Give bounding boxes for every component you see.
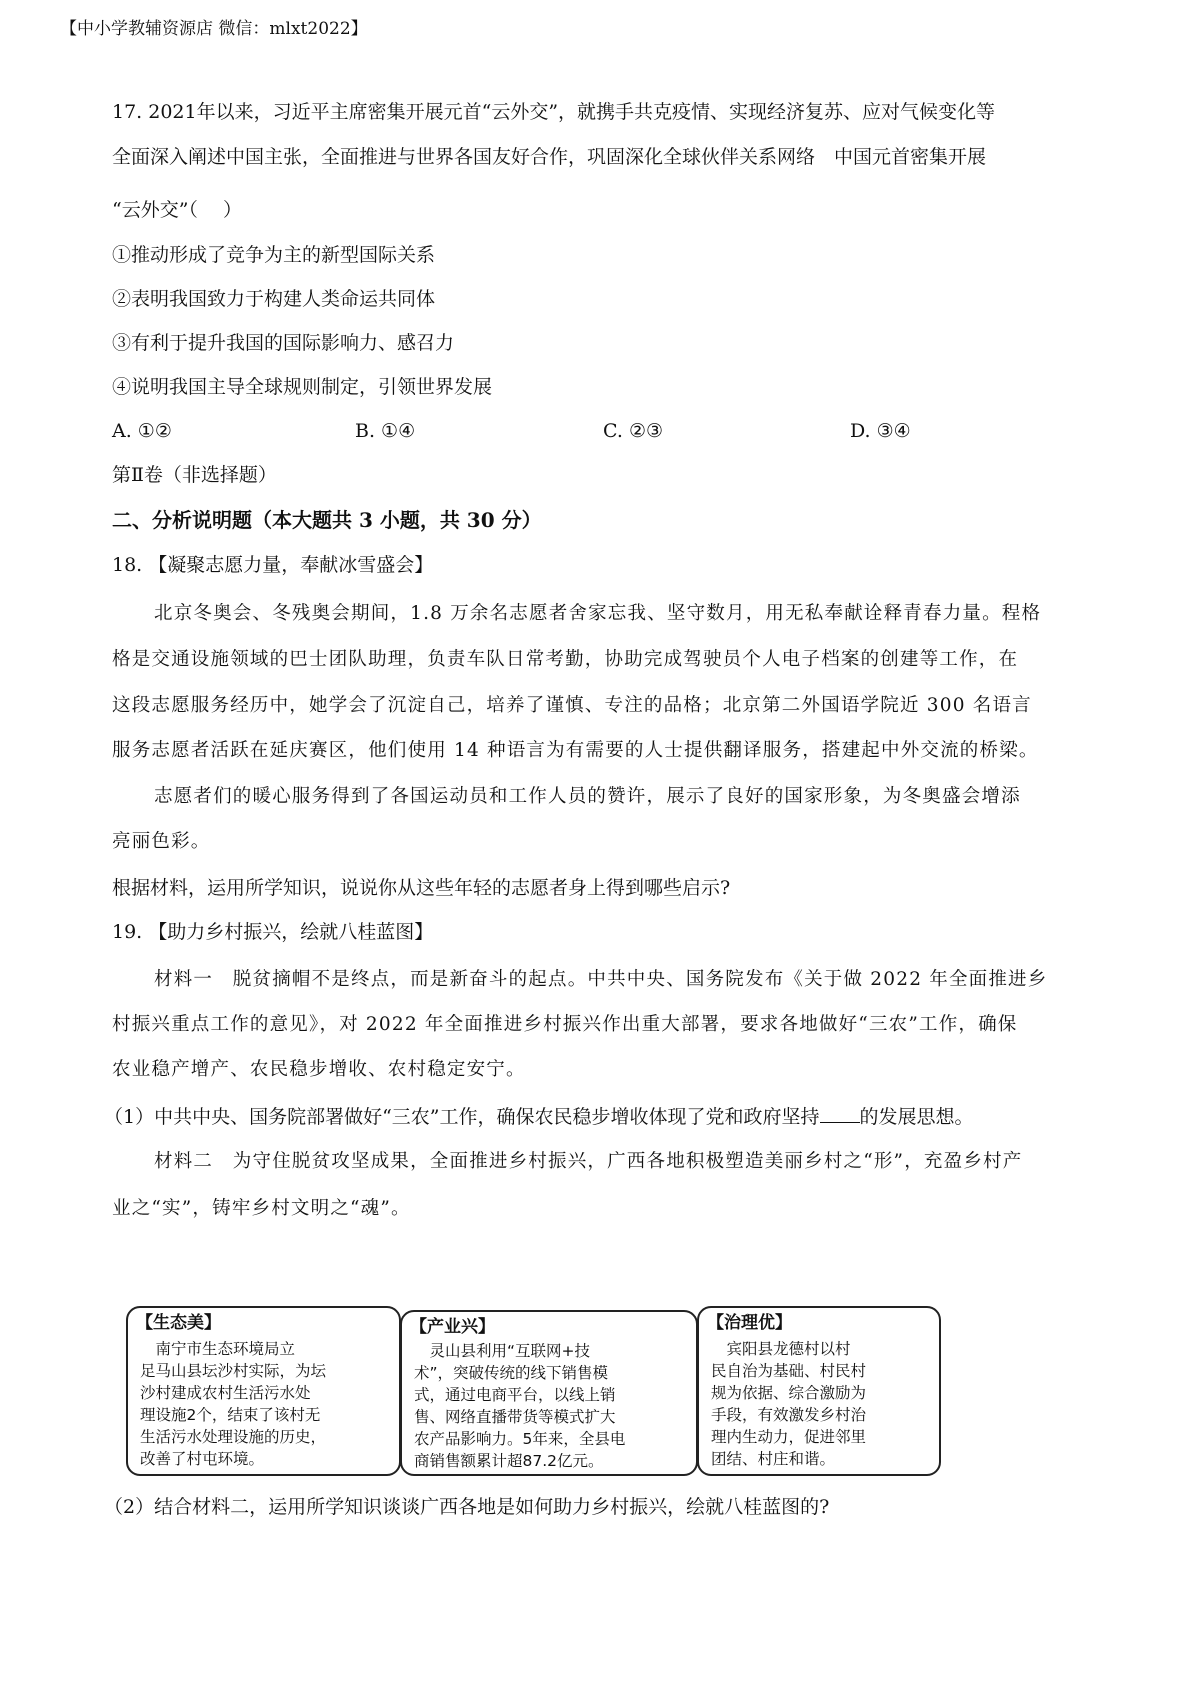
q19-material-1-line-3: 农业稳产增产、农民稳步增收、农村稳定安宁。 xyxy=(112,1059,526,1080)
box-title: 【产业兴】 xyxy=(410,1317,495,1337)
box-line: 沙村建成农村生活污水处 xyxy=(140,1384,311,1402)
q19-material-2-line-1: 材料二 为守住脱贫攻坚成果，全面推进乡村振兴，广西各地积极塑造美丽乡村之“形”，充盈乡村产 xyxy=(154,1151,1023,1172)
box-line: 手段，有效激发乡村治 xyxy=(711,1406,867,1424)
q18-paragraph-1-line-3: 这段志愿服务经历中，她学会了沉淀自己，培养了谨慎、专注的品格；北京第二外国语学院近 300 名语言 xyxy=(112,695,1032,716)
q17-option-1: ①推动形成了竞争为主的新型国际关系 xyxy=(112,244,436,266)
q17-option-3: ③有利于提升我国的国际影响力、感召力 xyxy=(112,332,455,354)
box-line: 南宁市生态环境局立 xyxy=(140,1340,296,1358)
box-line: 售、网络直播带货等模式扩大 xyxy=(414,1408,616,1426)
answer-blank xyxy=(820,1104,860,1123)
box-line: 商销售额累计超87.2亿元。 xyxy=(414,1452,604,1470)
material-box-industry xyxy=(400,1310,698,1476)
box-title: 【治理优】 xyxy=(707,1313,792,1333)
q19-subquestion-1: （1）中共中央、国务院部署做好“三农”工作，确保农民稳步增收体现了党和政府坚持 的发展思想。 xyxy=(104,1106,974,1128)
q17-stem-line-2: 全面深入阐述中国主张，全面推进与世界各国友好合作，巩固深化全球伙伴关系网络 中国元首密集开展 xyxy=(112,146,987,168)
q18-paragraph-1-line-4: 服务志愿者活跃在延庆赛区，他们使用 14 种语言为有需要的人士提供翻译服务，搭建起中外交流的桥梁。 xyxy=(112,740,1039,761)
q17-choice-c: C. ②③ xyxy=(603,420,664,442)
box-line: 式，通过电商平台，以线上销 xyxy=(414,1386,616,1404)
q17-choice-d: D. ③④ xyxy=(850,420,911,442)
q17-stem-line-3: “云外交”（ ） xyxy=(112,199,242,221)
q19-title: 19. 【助力乡村振兴，绘就八桂蓝图】 xyxy=(112,921,434,943)
material-box-governance xyxy=(697,1306,941,1476)
q17-option-4: ④说明我国主导全球规则制定，引领世界发展 xyxy=(112,376,493,398)
q19-subquestion-2: （2）结合材料二，运用所学知识谈谈广西各地是如何助力乡村振兴，绘就八桂蓝图的? xyxy=(104,1496,830,1518)
box-line: 宾阳县龙德村以村 xyxy=(711,1340,851,1358)
q19-material-2-line-2: 业之“实”，铸牢乡村文明之“魂”。 xyxy=(112,1198,411,1219)
q17-choice-a: A. ①② xyxy=(112,420,172,442)
box-line: 民自治为基础、村民村 xyxy=(711,1362,867,1380)
box-line: 改善了村屯环境。 xyxy=(140,1450,265,1468)
box-line: 农产品影响力。5年来，全县电 xyxy=(414,1430,626,1448)
q18-paragraph-2-line-1: 志愿者们的暖心服务得到了各国运动员和工作人员的赞许，展示了良好的国家形象，为冬奥盛会增添 xyxy=(154,786,1021,807)
box-line: 规为依据、综合激励为 xyxy=(711,1384,867,1402)
box-line: 术”，突破传统的线下销售模 xyxy=(414,1364,609,1382)
q17-choice-b: B. ①④ xyxy=(355,420,416,442)
part-2-heading: 第Ⅱ卷（非选择题） xyxy=(112,464,277,486)
q19-material-1-line-2: 村振兴重点工作的意见》，对 2022 年全面推进乡村振兴作出重大部署，要求各地做好“三农”工作，确保 xyxy=(112,1014,1018,1035)
q18-paragraph-1-line-1: 北京冬奥会、冬残奥会期间，1.8 万余名志愿者舍家忘我、坚守数月，用无私奉献诠释青春力量。程格 xyxy=(154,603,1042,624)
q18-question: 根据材料，运用所学知识，说说你从这些年轻的志愿者身上得到哪些启示? xyxy=(112,877,731,899)
q18-paragraph-1-line-2: 格是交通设施领域的巴士团队助理，负责车队日常考勤，协助完成驾驶员个人电子档案的创建等工作，在 xyxy=(112,649,1019,670)
q19-material-1-line-1: 材料一 脱贫摘帽不是终点，而是新奋斗的起点。中共中央、国务院发布《关于做 2022 年全面推进乡 xyxy=(154,969,1048,990)
q17-option-2: ②表明我国致力于构建人类命运共同体 xyxy=(112,288,436,310)
box-line: 生活污水处理设施的历史， xyxy=(140,1428,327,1446)
watermark: 【中小学教辅资源店 微信：mlxt2022】 xyxy=(60,19,368,39)
material-box-ecology xyxy=(126,1306,401,1476)
box-line: 理设施2个，结束了该村无 xyxy=(140,1406,321,1424)
box-line: 团结、村庄和谐。 xyxy=(711,1450,836,1468)
section-2-heading: 二、分析说明题（本大题共 3 小题，共 30 分） xyxy=(112,508,542,532)
q17-stem-line-1: 17. 2021年以来，习近平主席密集开展元首“云外交”，就携手共克疫情、实现经济复苏、应对气候变化等 xyxy=(112,101,996,123)
box-line: 足马山县坛沙村实际，为坛 xyxy=(140,1362,327,1380)
box-line: 灵山县利用“互联网+技 xyxy=(414,1342,591,1360)
box-line: 理内生动力，促进邻里 xyxy=(711,1428,867,1446)
box-title: 【生态美】 xyxy=(136,1313,221,1333)
q18-paragraph-2-line-2: 亮丽色彩。 xyxy=(112,831,211,852)
q18-title: 18. 【凝聚志愿力量，奉献冰雪盛会】 xyxy=(112,554,434,576)
